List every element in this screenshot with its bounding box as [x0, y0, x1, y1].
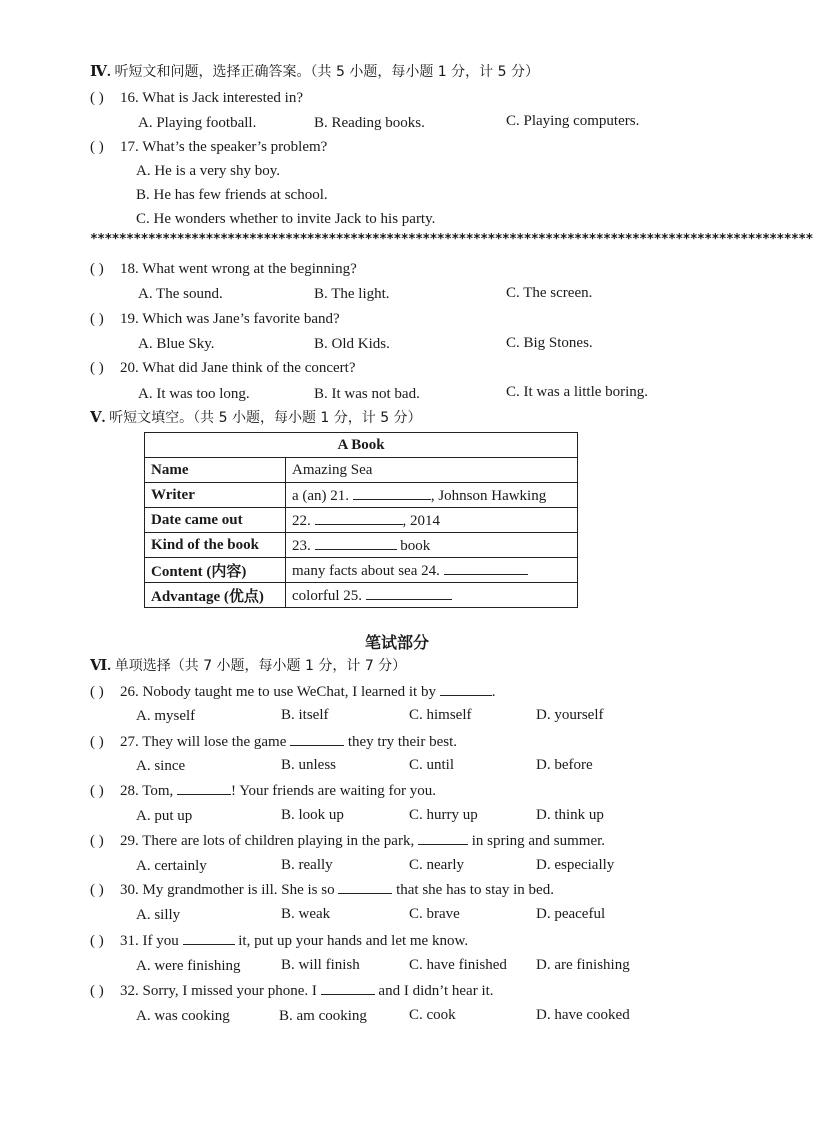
- table-row: [145, 458, 578, 483]
- row-suffix: , Johnson Hawking: [430, 488, 547, 504]
- question-18: [90, 259, 357, 279]
- section-6-heading: [90, 656, 406, 676]
- option-b: B. really: [281, 857, 333, 873]
- option-b: B. It was not bad.: [314, 386, 420, 402]
- row-suffix: , 2014: [402, 513, 440, 529]
- row-suffix: book: [400, 538, 431, 554]
- fill-blank[interactable]: [290, 731, 344, 746]
- table-row: [145, 558, 578, 583]
- row-key: Name: [145, 458, 286, 483]
- option-c: C. nearly: [409, 857, 464, 873]
- answer-bracket[interactable]: ( ): [90, 983, 104, 999]
- option-b: B. will finish: [281, 957, 360, 973]
- row-value: [286, 583, 578, 608]
- option-b: B. weak: [281, 906, 331, 922]
- option-c: C. It was a little boring.: [506, 384, 649, 400]
- option-b: B. Old Kids.: [314, 336, 390, 352]
- question-text-end: it, put up your hands and let me know.: [238, 933, 469, 949]
- option-a: A. He is a very shy boy.: [136, 163, 281, 179]
- question-text: 26. Nobody taught me to use WeChat, I learned it by: [120, 684, 436, 700]
- option-b: B. Reading books.: [314, 115, 425, 131]
- row-key-text: Content (内容): [151, 563, 247, 580]
- option-b: B. unless: [281, 757, 337, 773]
- fill-blank-22[interactable]: [315, 510, 403, 525]
- question-26: [90, 681, 495, 702]
- row-value: Amazing Sea: [286, 458, 578, 483]
- option-d: D. have cooked: [536, 1007, 630, 1023]
- answer-bracket[interactable]: ( ): [90, 783, 104, 799]
- question-27: [90, 731, 457, 752]
- answer-bracket[interactable]: ( ): [90, 882, 104, 898]
- answer-bracket[interactable]: ( ): [90, 684, 104, 700]
- row-value: [286, 508, 578, 533]
- table-row: [145, 483, 578, 508]
- blank-number: colorful 25.: [292, 588, 362, 604]
- table-title: A Book: [145, 433, 578, 458]
- question-text-end: ! Your friends are waiting for you.: [231, 783, 436, 799]
- question-28: [90, 780, 436, 801]
- question-text: 20. What did Jane think of the concert?: [120, 360, 356, 376]
- option-a: A. It was too long.: [138, 386, 250, 402]
- book-info-table: [144, 432, 578, 608]
- blank-number: 23.: [292, 538, 311, 554]
- question-32: [90, 980, 494, 1001]
- fill-blank[interactable]: [321, 980, 375, 995]
- option-d: D. peaceful: [536, 906, 606, 922]
- option-d: D. think up: [536, 807, 604, 823]
- option-d: D. yourself: [536, 707, 604, 723]
- option-a: A. were finishing: [136, 958, 241, 974]
- fill-blank-21[interactable]: [353, 485, 431, 500]
- answer-bracket[interactable]: ( ): [90, 261, 104, 277]
- row-value: [286, 533, 578, 558]
- row-key: Kind of the book: [145, 533, 286, 558]
- answer-bracket[interactable]: ( ): [90, 833, 104, 849]
- question-text: 16. What is Jack interested in?: [120, 90, 304, 106]
- option-c: C. hurry up: [409, 807, 478, 823]
- option-c: C. The screen.: [506, 285, 593, 301]
- option-c: C. Big Stones.: [506, 335, 593, 351]
- option-c: C. have finished: [409, 957, 507, 973]
- option-a: A. Blue Sky.: [138, 336, 215, 352]
- row-key: [145, 558, 286, 583]
- section-4-heading: [90, 62, 539, 82]
- option-b: B. itself: [281, 707, 329, 723]
- question-text-end: that she has to stay in bed.: [396, 882, 554, 898]
- question-31: [90, 930, 468, 951]
- table-row: [145, 533, 578, 558]
- option-a: A. The sound.: [138, 286, 223, 302]
- question-text-end: they try their best.: [347, 734, 457, 750]
- section-5-number: Ⅴ.: [90, 410, 106, 426]
- fill-blank[interactable]: [418, 830, 468, 845]
- written-part-title: 笔试部分: [364, 633, 429, 652]
- question-text: 28. Tom,: [120, 783, 174, 799]
- answer-bracket[interactable]: ( ): [90, 311, 104, 327]
- table-title-row: [145, 433, 578, 458]
- fill-blank-24[interactable]: [444, 560, 528, 575]
- row-key-text: Advantage (优点): [151, 588, 264, 605]
- row-value: [286, 558, 578, 583]
- option-c: C. He wonders whether to invite Jack to his party.: [136, 211, 436, 227]
- option-a: A. was cooking: [136, 1008, 230, 1024]
- answer-bracket[interactable]: ( ): [90, 360, 104, 376]
- section-6-number: Ⅵ.: [90, 658, 111, 674]
- option-b: B. look up: [281, 807, 344, 823]
- question-text: 17. What’s the speaker’s problem?: [120, 139, 328, 155]
- option-a: A. Playing football.: [138, 115, 257, 131]
- question-text: 29. There are lots of children playing in the park,: [120, 833, 415, 849]
- answer-bracket[interactable]: ( ): [90, 90, 104, 106]
- question-text-end: and I didn’t hear it.: [378, 983, 494, 999]
- row-key: Date came out: [145, 508, 286, 533]
- option-c: C. brave: [409, 906, 460, 922]
- question-text: 18. What went wrong at the beginning?: [120, 261, 357, 277]
- option-a: A. certainly: [136, 858, 207, 874]
- blank-number: 22.: [292, 513, 311, 529]
- option-b: B. am cooking: [279, 1008, 367, 1024]
- row-key: Writer: [145, 483, 286, 508]
- question-text: 32. Sorry, I missed your phone. I: [120, 983, 317, 999]
- fill-blank[interactable]: [440, 681, 492, 696]
- question-30: [90, 879, 554, 900]
- fill-blank[interactable]: [177, 780, 231, 795]
- fill-blank[interactable]: [338, 879, 392, 894]
- option-d: D. especially: [536, 857, 615, 873]
- section-6-instructions: 单项选择（共 7 小题，每小题 1 分，计 7 分）: [114, 658, 407, 674]
- question-text: 27. They will lose the game: [120, 734, 287, 750]
- answer-bracket[interactable]: ( ): [90, 734, 104, 750]
- question-19: [90, 309, 340, 329]
- fill-blank[interactable]: [183, 930, 235, 945]
- option-c: C. until: [409, 757, 455, 773]
- question-16: [90, 88, 303, 108]
- section-4-instructions: 听短文和问题，选择正确答案。（共 5 小题，每小题 1 分，计 5 分）: [114, 64, 539, 80]
- answer-bracket[interactable]: ( ): [90, 933, 104, 949]
- separator-stars: ****************************************************************************************************: [90, 232, 813, 247]
- question-20: [90, 358, 355, 378]
- option-c: C. himself: [409, 707, 472, 723]
- question-text: 31. If you: [120, 933, 179, 949]
- fill-blank-23[interactable]: [315, 535, 397, 550]
- row-value: [286, 483, 578, 508]
- option-d: D. before: [536, 757, 593, 773]
- question-17: [90, 137, 327, 157]
- question-text-end: in spring and summer.: [471, 833, 606, 849]
- option-d: D. are finishing: [536, 957, 630, 973]
- option-a: A. myself: [136, 708, 196, 724]
- fill-blank-25[interactable]: [366, 585, 452, 600]
- question-text-end: .: [491, 684, 496, 700]
- option-c: C. cook: [409, 1007, 456, 1023]
- answer-bracket[interactable]: ( ): [90, 139, 104, 155]
- table-row: [145, 583, 578, 608]
- blank-number: a (an) 21.: [292, 488, 350, 504]
- question-29: [90, 830, 605, 851]
- option-a: A. silly: [136, 907, 181, 923]
- option-c: C. Playing computers.: [506, 113, 640, 129]
- question-text: 19. Which was Jane’s favorite band?: [120, 311, 340, 327]
- option-a: A. since: [136, 758, 186, 774]
- section-5-heading: [90, 408, 422, 428]
- option-b: B. The light.: [314, 286, 390, 302]
- row-key: [145, 583, 286, 608]
- blank-number: many facts about sea 24.: [292, 563, 440, 579]
- question-text: 30. My grandmother is ill. She is so: [120, 882, 335, 898]
- section-4-number: Ⅳ.: [90, 64, 111, 80]
- table-row: [145, 508, 578, 533]
- section-5-instructions: 听短文填空。（共 5 小题，每小题 1 分，计 5 分）: [109, 410, 422, 426]
- option-a: A. put up: [136, 808, 193, 824]
- option-b: B. He has few friends at school.: [136, 187, 328, 203]
